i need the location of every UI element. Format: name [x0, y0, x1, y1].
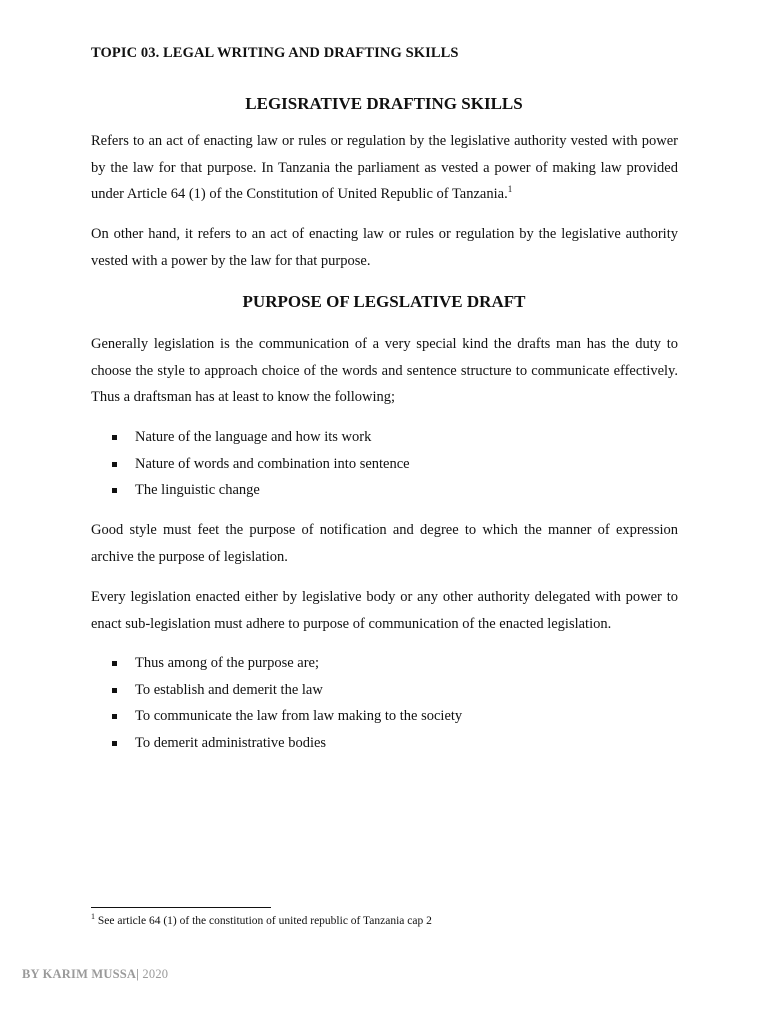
list-item [112, 650, 462, 677]
square-bullet-icon [112, 462, 117, 467]
footnote-divider [91, 907, 271, 908]
section-heading-purpose: PURPOSE OF LEGSLATIVE DRAFT [242, 292, 526, 311]
square-bullet-icon [112, 435, 117, 440]
list-item-text: To establish and demerit the law [135, 681, 323, 698]
footnote-text: See article 64 (1) of the constitution of united republic of Tanzania cap 2 [95, 915, 432, 927]
square-bullet-icon [112, 741, 117, 746]
list-item [112, 703, 462, 730]
purpose-list [112, 650, 462, 756]
section-heading-drafting-skills: LEGISRATIVE DRAFTING SKILLS [245, 94, 523, 113]
paragraph-definition-text: Refers to an act of enacting law or rules or regulation by the legislative authority vested with power by the law for that purpose. In Tanzania the parliament as vested a power of making law provided under Article 64 (1) of the Constitution of United Republic of Tanzania. [91, 133, 678, 202]
list-item-text: Thus among of the purpose are; [135, 655, 320, 671]
square-bullet-icon [112, 714, 117, 719]
footer-author: BY KARIM MUSSA [22, 967, 137, 981]
list-item-text: Nature of the language and how its work [135, 429, 372, 445]
square-bullet-icon [112, 488, 117, 493]
footer-separator: | [136, 967, 140, 981]
list-item-text: To communicate the law from law making to the society [135, 708, 463, 724]
page-footer [22, 967, 168, 982]
list-item [112, 477, 410, 504]
footnote-number: 1 [91, 912, 95, 922]
list-item-text: Nature of words and combination into sentence [135, 455, 410, 472]
paragraph-every-legislation: Every legislation enacted either by legislative body or any other authority delegated with power to enact sub-legislation must adhere to purpose of communication of the enacted legislation. [91, 589, 678, 632]
list-item [112, 424, 410, 451]
topic-title: TOPIC 03. LEGAL WRITING AND DRAFTING SKILLS [91, 45, 459, 61]
footnote [91, 912, 432, 927]
footnote-reference: 1 [507, 184, 513, 195]
square-bullet-icon [112, 661, 117, 666]
list-item [112, 677, 462, 704]
list-item [112, 451, 410, 478]
paragraph-alternative-definition: On other hand, it refers to an act of enacting law or rules or regulation by the legislative authority vested with a power by the law for that purpose. [91, 226, 678, 269]
square-bullet-icon [112, 688, 117, 693]
list-item-text: To demerit administrative bodies [135, 734, 327, 751]
paragraph-definition [91, 128, 678, 208]
list-item [112, 730, 462, 757]
list-item-text: The linguistic change [135, 482, 260, 498]
paragraph-good-style: Good style must feet the purpose of notification and degree to which the manner of expression archive the purpose of legislation. [91, 522, 678, 565]
footer-year: 2020 [139, 967, 169, 981]
knowledge-list [112, 424, 410, 504]
paragraph-communication: Generally legislation is the communication of a very special kind the drafts man has the duty to choose the style to approach choice of the words and sentence structure to communicate effectively. Thus a draftsman has at least to know the following; [91, 336, 678, 405]
